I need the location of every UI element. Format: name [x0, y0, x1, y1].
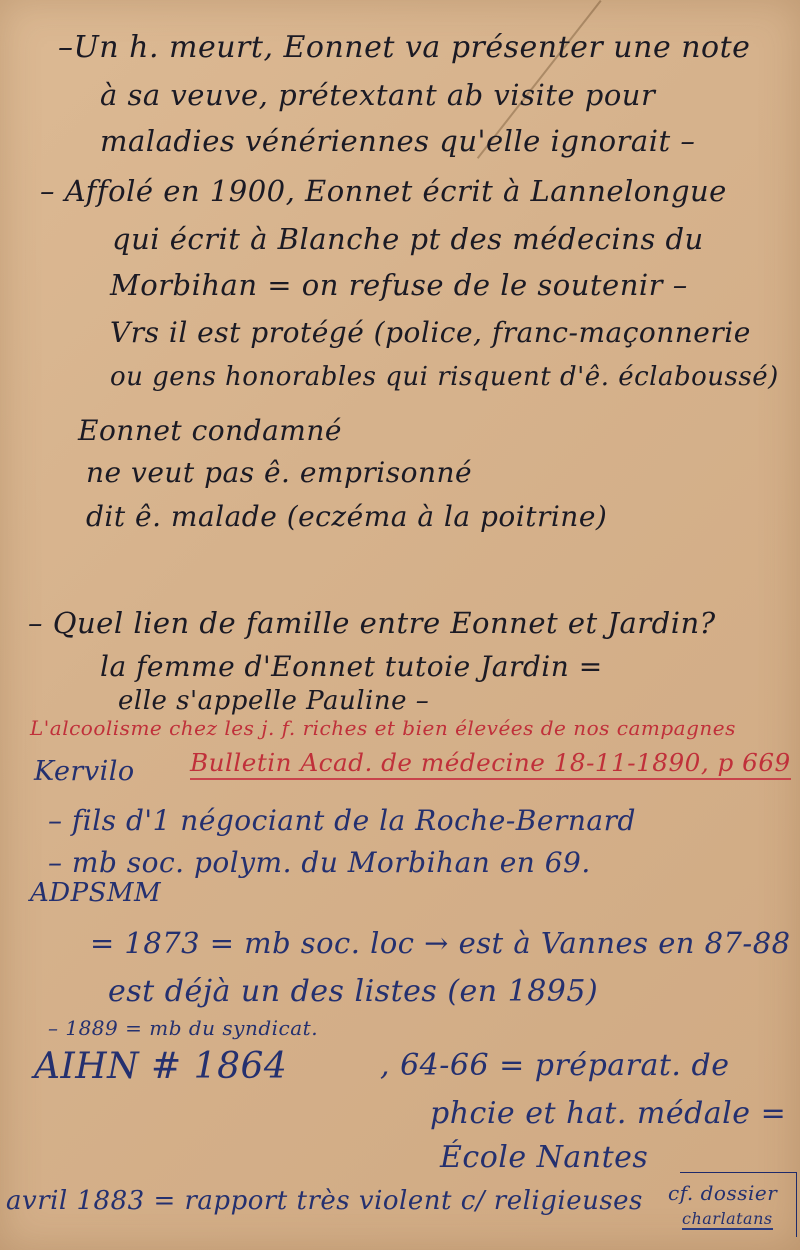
- note-line-11: dit ê. malade (eczéma à la poitrine): [86, 500, 608, 533]
- note-line-8: ou gens honorables qui risquent d'ê. éclaboussé): [110, 362, 779, 392]
- dossier-label: cf. dossier: [668, 1181, 778, 1205]
- red-title-line: L'alcoolisme chez les j. f. riches et bien élevées de nos campagnes: [30, 716, 736, 740]
- note-line-17: – fils d'1 négociant de la Roche-Bernard: [48, 804, 636, 837]
- note-line-2: à sa veuve, prétextant ab visite pour: [100, 78, 656, 112]
- note-line-20: = 1873 = mb soc. loc → est à Vannes en 87-88: [90, 926, 791, 960]
- note-line-9: Eonnet condamné: [78, 414, 342, 447]
- note-line-22: – 1889 = mb du syndicat.: [48, 1016, 319, 1040]
- note-line-6: Morbihan = on refuse de le soutenir –: [110, 268, 688, 302]
- archive-code: ADPSMM: [30, 878, 162, 908]
- note-line-23b: , 64-66 = préparat. de: [380, 1048, 730, 1083]
- note-line-25: École Nantes: [440, 1140, 649, 1175]
- dossier-box: [668, 1172, 797, 1237]
- note-line-24: phcie et hat. médale =: [430, 1096, 787, 1131]
- author-name: Kervilo: [34, 756, 135, 787]
- note-line-14: elle s'appelle Pauline –: [118, 686, 430, 716]
- note-line-7: Vrs il est protégé (police, franc-maçonnerie: [110, 316, 751, 349]
- note-line-13: la femme d'Eonnet tutoie Jardin =: [100, 650, 603, 683]
- note-line-18: – mb soc. polym. du Morbihan en 69.: [48, 846, 591, 879]
- aihn-reference: AIHN # 1864: [34, 1046, 288, 1087]
- note-line-10: ne veut pas ê. emprisonné: [86, 456, 473, 489]
- note-line-5: qui écrit à Blanche pt des médecins du: [112, 222, 704, 256]
- note-line-1: –Un h. meurt, Eonnet va présenter une note: [58, 30, 751, 65]
- charlatans-label: charlatans: [682, 1209, 773, 1228]
- note-line-21: est déjà un des listes (en 1895): [108, 974, 599, 1009]
- note-line-4: – Affolé en 1900, Eonnet écrit à Lannelongue: [40, 174, 727, 208]
- bulletin-reference: Bulletin Acad. de médecine 18-11-1890, p 669: [190, 748, 791, 777]
- note-line-3: maladies vénériennes qu'elle ignorait –: [100, 124, 696, 158]
- note-line-12: – Quel lien de famille entre Eonnet et Jardin?: [28, 606, 716, 640]
- note-line-26: avril 1883 = rapport très violent c/ religieuses: [6, 1186, 643, 1216]
